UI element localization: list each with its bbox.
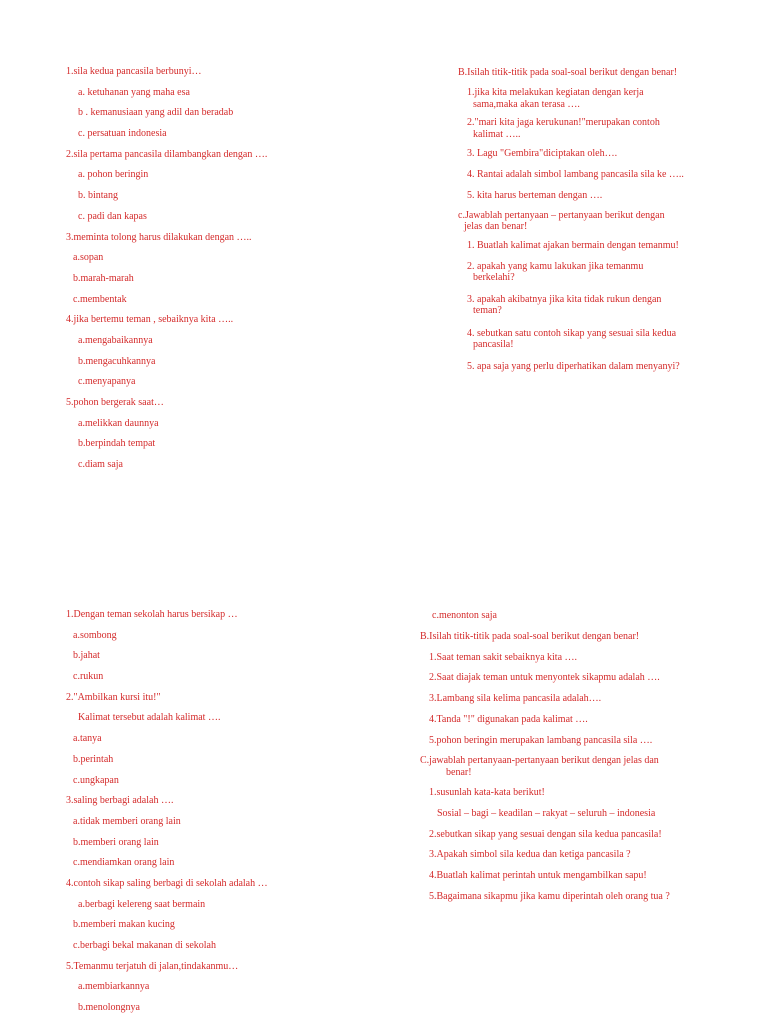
question-item [420,730,760,751]
question-line: c.rukun [73,671,104,683]
question-text: 5. apa saja yang perlu diperhatikan dalam menyanyi? [467,360,680,372]
question-text: B.Isilah titik-titik pada soal-soal berikut dengan benar! [420,631,640,642]
question-line: b . kemanusiaan yang adil dan beradab [78,107,234,119]
question-item [458,205,758,236]
question-line: b. bintang [78,190,118,202]
question-line: c.mendiamkan orang lain [73,857,175,869]
question-line: c. persatuan indonesia [78,128,167,140]
question-text: 3. Lagu "Gembira"diciptakan oleh…. [467,148,618,159]
question-line: a.melikkan daunnya [78,417,159,429]
question-text: 2."mari kita jaga kerukunan!"merupakan contoh [467,117,660,128]
question-item [458,356,758,376]
question-line: 4.contoh sikap saling berbagi di sekolah adalah … [66,877,268,889]
question-item [420,750,760,782]
question-item [458,62,758,82]
question-line: a.mengabaikannya [78,334,153,346]
question-line: b.memberi orang lain [73,836,159,848]
question-line: a.sopan [73,252,104,264]
question-line: c.ungkapan [73,774,119,786]
question-text: 2.sebutkan sikap yang sesuai dengan sila kedua pancasila! [429,828,662,840]
question-line: a.membiarkannya [78,981,150,993]
question-text: 5. kita harus berteman dengan …. [467,189,603,201]
question-text: c.Jawablah pertanyaan – pertanyaan berikut dengan [458,209,665,221]
question-text: 1.susunlah kata-kata berikut! [429,787,545,798]
question-line: 1.Dengan teman sekolah harus bersikap … [66,609,238,620]
question-line: c.berbagi bekal makanan di sekolah [73,940,216,951]
question-line: 3.meminta tolong harus dilakukan dengan ….. [66,231,252,243]
question-text: 4. Rantai adalah simbol lambang pancasila sila ke ….. [467,168,684,180]
question-line: 2.sila pertama pancasila dilambangkan dengan …. [66,148,268,160]
question-text: 1. Buatlah kalimat ajakan bermain dengan temanmu! [467,240,679,251]
question-text: 3.Lambang sila kelima pancasila adalah…. [429,693,602,704]
question-text: 2. apakah yang kamu lakukan jika temanmu [467,260,644,272]
question-text-continued: sama,maka akan terasa …. [473,98,580,110]
question-text-continued: benar! [446,766,472,778]
question-item [458,185,758,205]
question-text: 5.Bagaimana sikapmu jika kamu diperintah oleh orang tua ? [429,890,670,902]
question-text-continued: kalimat ….. [473,128,521,140]
question-item [420,688,760,709]
question-item [458,82,758,112]
question-line: c.diam saja [78,459,123,471]
question-item [420,782,760,803]
question-line: Kalimat tersebut adalah kalimat …. [78,712,221,724]
question-text: 4.Tanda "!" digunakan pada kalimat …. [429,713,588,725]
question-line: a.berbagi kelereng saat bermain [78,898,206,910]
question-text: C.jawablah pertanyaan-pertanyaan berikut dengan jelas dan [420,755,659,766]
question-line: b.memberi makan kucing [73,919,175,931]
question-text-continued: jelas dan benar! [464,221,528,232]
question-line: 3.saling berbagi adalah …. [66,795,174,807]
question-line: a.tidak memberi orang lain [73,815,181,827]
question-text: 1.Saat teman sakit sebaiknya kita …. [429,651,578,663]
question-line: a. ketuhanan yang maha esa [78,86,190,98]
question-item [458,289,758,323]
question-text: Sosial – bagi – keadilan – rakyat – seluruh – indonesia [437,807,656,819]
question-line: 4.jika bertemu teman , sebaiknya kita ….. [66,314,234,326]
question-line: c. padi dan kapas [78,210,147,222]
question-line: c.menyapanya [78,376,136,388]
question-line: c.membentak [73,293,127,305]
question-item [458,256,758,289]
question-item [420,865,760,886]
question-item [458,112,758,143]
sheet2-left-column [66,605,396,1019]
question-line: 2."Ambilkan kursi itu!" [66,691,161,703]
question-item [420,626,760,647]
question-line: 5.pohon bergerak saat… [66,397,164,408]
question-text: 5.pohon beringin merupakan lambang pancasila sila …. [429,734,653,746]
question-text: 4. sebutkan satu contoh sikap yang sesuai sila kedua [467,327,677,339]
sheet1-right-column [458,62,758,376]
question-text: 4.Buatlah kalimat perintah untuk mengambilkan sapu! [429,870,647,881]
question-line: b.mengacuhkannya [78,355,156,367]
question-item [458,323,758,356]
question-line: a. pohon beringin [78,169,149,181]
question-text: 2.Saat diajak teman untuk menyontek sikapmu adalah …. [429,672,660,683]
question-line: 1.sila kedua pancasila berbunyi… [66,66,202,77]
question-text: 3.Apakah simbol sila kedua dan ketiga pancasila ? [429,849,631,860]
question-text: 1.jika kita melakukan kegiatan dengan kerja [467,87,644,98]
question-line: a.sombong [73,629,117,641]
question-item [420,824,760,845]
question-item [420,803,760,824]
question-text-continued: berkelahi? [473,272,515,283]
question-line: b.berpindah tempat [78,438,156,450]
question-item [420,886,760,906]
question-item [420,667,760,688]
question-text-continued: pancasila! [473,339,514,350]
question-line: b.perintah [73,753,114,765]
question-item [420,844,760,865]
question-text: 3. apakah akibatnya jika kita tidak rukun dengan [467,293,662,305]
question-text: c.menonton saja [432,610,497,621]
question-line: 5.Temanmu terjatuh di jalan,tindakanmu… [66,960,239,972]
question-item [458,235,758,256]
question-item [420,709,760,730]
sheet2-right-column [420,605,760,906]
question-text-continued: teman? [473,305,502,316]
question-line: b.jahat [73,650,100,662]
question-line: b.marah-marah [73,272,134,284]
question-text: B.Isilah titik-titik pada soal-soal berikut dengan benar! [458,67,678,78]
question-item [420,647,760,668]
question-item [458,143,758,164]
question-item [458,164,758,185]
sheet1-left-column [66,62,396,476]
question-line: b.menolongnya [78,1002,140,1014]
question-item [420,605,760,626]
question-line: a.tanya [73,733,102,745]
